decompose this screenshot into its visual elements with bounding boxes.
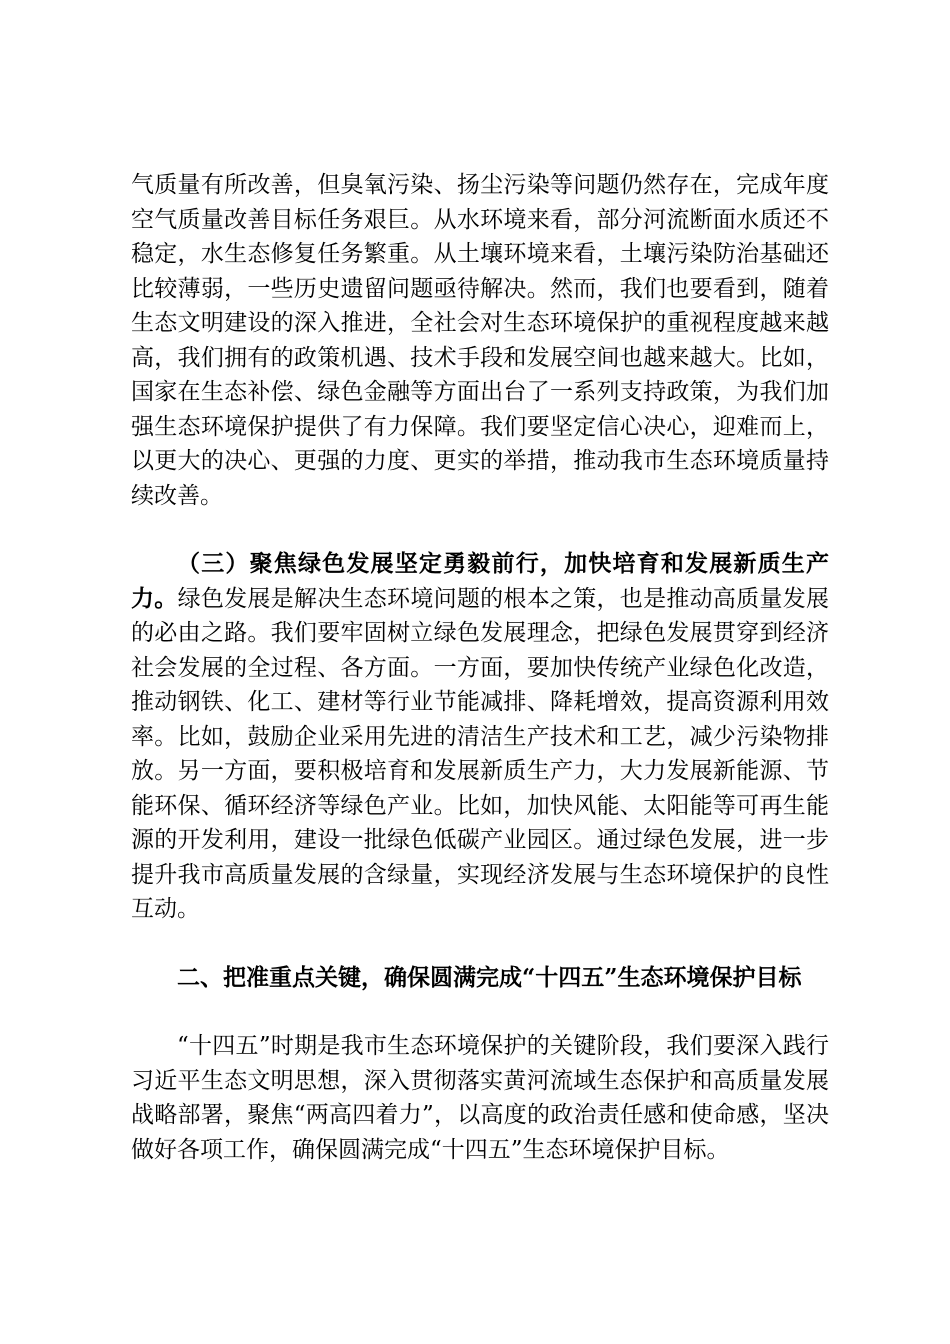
paragraph-lead-bold: （三）聚焦绿色发展坚定勇毅前行，加快培育和发展新质生产力。 [131,550,829,612]
section-heading: 二、把准重点关键，确保圆满完成“十四五”生态环境保护目标 [177,963,802,991]
body-paragraph: “十四五”时期是我市生态环境保护的关键阶段，我们要深入践行习近平生态文明思想，深入贯彻落实黄河流域生态保护和高质量发展战略部署，聚焦“两高四着力”，以高度的政治责任感和使命感，坚决做好各项工作，确保圆满完成“十四五”生态环境保护目标。 [131,1033,829,1163]
body-paragraph: 气质量有所改善，但臭氧污染、扬尘污染等问题仍然存在，完成年度空气质量改善目标任务艰巨。从水环境来看，部分河流断面水质还不稳定，水生态修复任务繁重。从土壤环境来看，土壤污染防治基础还比较薄弱，一些历史遗留问题亟待解决。然而，我们也要看到，随着生态文明建设的深入推进，全社会对生态环境保护的重视程度越来越高，我们拥有的政策机遇、技术手段和发展空间也越来越大。比如，国家在生态补偿、绿色金融等方面出台了一系列支持政策，为我们加强生态环境保护提供了有力保障。我们要坚定信心决心，迎难而上，以更大的决心、更强的力度、更实的举措，推动我市生态环境质量持续改善。 [131,172,829,509]
document-page [131,168,829,1167]
paragraph-body: 绿色发展是解决生态环境问题的根本之策，也是推动高质量发展的必由之路。我们要牢固树立绿色发展理念，把绿色发展贯穿到经济社会发展的全过程、各方面。一方面，要加快传统产业绿色化改造，推动钢铁、化工、建材等行业节能减排、降耗增效，提高资源利用效率。比如，鼓励企业采用先进的清洁生产技术和工艺，减少污染物排放。另一方面，要积极培育和发展新质生产力，大力发展新能源、节能环保、循环经济等绿色产业。比如，加快风能、太阳能等可再生能源的开发利用，建设一批绿色低碳产业园区。通过绿色发展，进一步提升我市高质量发展的含绿量，实现经济发展与生态环境保护的良性互动。 [131,585,830,922]
body-paragraph-with-lead [131,547,829,927]
